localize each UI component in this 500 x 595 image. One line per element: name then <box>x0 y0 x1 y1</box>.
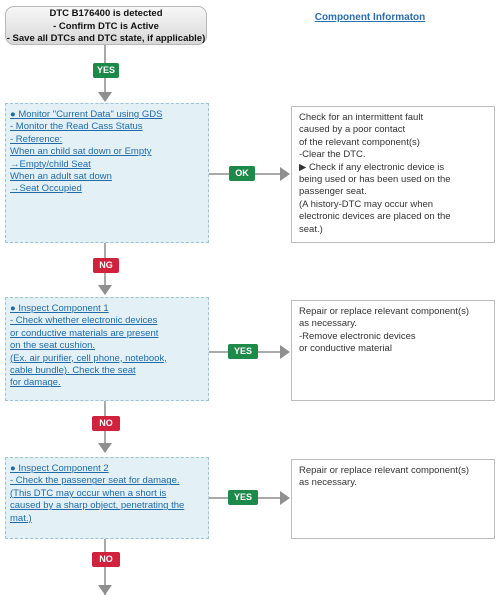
arrow-right-icon <box>280 167 290 181</box>
result2-line-1: Repair or replace relevant component(s) <box>299 306 470 317</box>
start-line-2: - Confirm DTC is Active <box>53 20 159 32</box>
step1-line-7[interactable]: →Seat Occupied <box>10 183 82 195</box>
step3-line-4[interactable]: caused by a sharp object, penetrating the <box>10 500 185 512</box>
result1-line-2: caused by a poor contact <box>299 124 406 136</box>
start-line-3: - Save all DTCs and DTC state, if applicable) <box>6 33 206 44</box>
result2-line-4: or conductive material <box>299 343 392 355</box>
step1-line-3[interactable]: - Reference: <box>10 133 63 145</box>
arrow-down-icon <box>98 443 112 453</box>
ok-badge: OK <box>229 166 255 181</box>
yes-badge: YES <box>93 63 119 78</box>
arrow-down-icon <box>98 285 112 295</box>
no-badge: NO <box>92 552 120 567</box>
step3-box <box>5 457 209 539</box>
result2-box <box>291 300 495 401</box>
step1-line-1[interactable]: ● Monitor "Current Data" using GDS <box>10 109 163 120</box>
yes-badge: YES <box>228 490 258 505</box>
step1-line-5[interactable]: →Empty/child Seat <box>10 158 91 170</box>
start-box <box>5 6 207 45</box>
step2-line-3[interactable]: or conductive materials are present <box>10 327 159 339</box>
result1-line-9: electronic devices are placed on the <box>299 211 451 223</box>
result3-line-2: as necessary. <box>299 477 357 489</box>
step2-line-7[interactable]: for damage. <box>10 377 61 389</box>
result1-line-8: (A history-DTC may occur when <box>299 198 434 210</box>
step3-line-5[interactable]: mat.) <box>10 512 32 524</box>
step2-line-6[interactable]: cable bundle). Check the seat <box>10 365 136 377</box>
step2-line-2[interactable]: - Check whether electronic devices <box>10 315 158 327</box>
arrow-right-icon <box>280 491 290 505</box>
result1-line-7: passenger seat. <box>299 186 367 198</box>
step1-line-4[interactable]: When an child sat down or Empty <box>10 146 152 158</box>
component-information-link[interactable]: Component Informaton <box>314 12 426 23</box>
step1-line-6[interactable]: When an adult sat down <box>10 171 112 183</box>
step3-line-1[interactable]: ● Inspect Component 2 <box>10 463 109 474</box>
step1-box <box>5 103 209 243</box>
arrow-down-icon <box>98 92 112 102</box>
step2-line-4[interactable]: on the seat cushion. <box>10 340 96 352</box>
no-badge: NO <box>92 416 120 431</box>
step1-line-2[interactable]: - Monitor the Read Cass Status <box>10 121 143 133</box>
result2-line-3: -Remove electronic devices <box>299 330 416 342</box>
ng-badge: NG <box>93 258 119 273</box>
result1-line-10: seat.) <box>299 223 323 235</box>
result1-line-1: Check for an intermittent fault <box>299 112 424 123</box>
result1-line-5: ▶ Check if any electronic device is <box>299 161 445 173</box>
result1-line-6: being used or has been used on the <box>299 174 451 186</box>
result1-box <box>291 106 495 243</box>
result2-line-2: as necessary. <box>299 318 357 330</box>
result1-line-3: of the relevant component(s) <box>299 136 420 148</box>
step3-line-2[interactable]: - Check the passenger seat for damage. <box>10 475 180 487</box>
step2-line-1[interactable]: ● Inspect Component 1 <box>10 303 109 314</box>
yes-badge: YES <box>228 344 258 359</box>
step2-box <box>5 297 209 401</box>
result3-box <box>291 459 495 539</box>
start-line-1: DTC B176400 is detected <box>49 8 163 19</box>
step3-line-3[interactable]: (This DTC may occur when a short is <box>10 487 167 499</box>
step2-line-5[interactable]: (Ex. air purifier, cell phone, notebook, <box>10 352 167 364</box>
result1-line-4: -Clear the DTC. <box>299 149 366 161</box>
arrow-down-icon <box>98 585 112 595</box>
arrow-right-icon <box>280 345 290 359</box>
result3-line-1: Repair or replace relevant component(s) <box>299 465 470 476</box>
